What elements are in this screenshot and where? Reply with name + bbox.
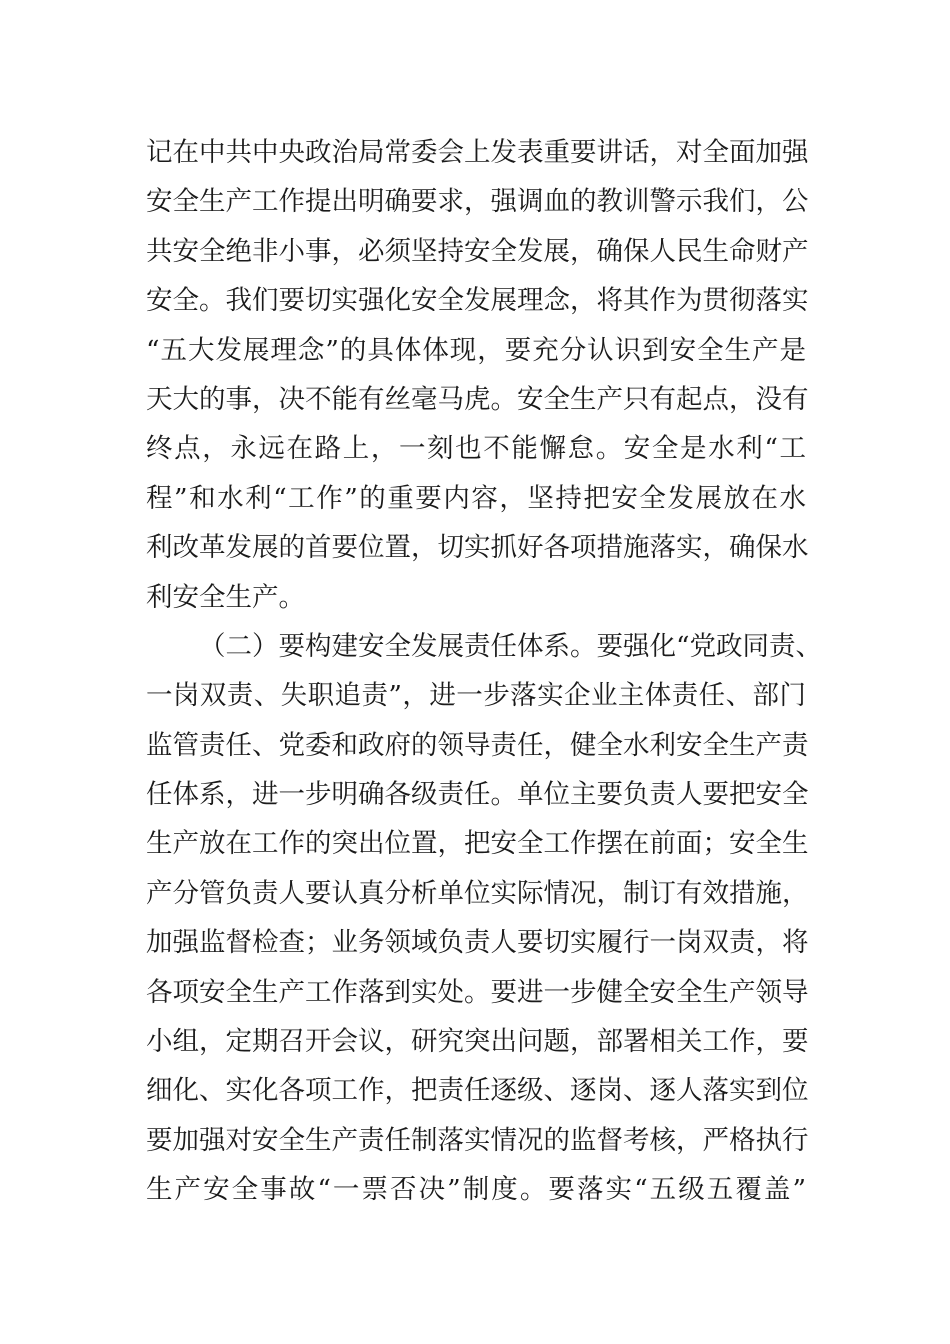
text-line: 加强监督检查；业务领域负责人要切实履行一岗双责，将: [146, 927, 809, 959]
text-line: 生产放在工作的突出位置，把安全工作摆在前面；安全生: [146, 828, 809, 860]
text-line: 小组，定期召开会议，研究突出问题，部署相关工作，要: [146, 1026, 809, 1058]
text-line: 要加强对安全生产责任制落实情况的监督考核，严格执行: [146, 1124, 809, 1156]
text-line: 终点，永远在路上，一刻也不能懈怠。安全是水利“工: [146, 433, 806, 465]
text-line: 一岗双责、失职追责”，进一步落实企业主体责任、部门: [146, 680, 806, 712]
text-line: 共安全绝非小事，必须坚持安全发展，确保人民生命财产: [146, 235, 809, 267]
text-line: 细化、实化各项工作，把责任逐级、逐岗、逐人落实到位: [146, 1075, 809, 1107]
text-line: 任体系，进一步明确各级责任。单位主要负责人要把安全: [146, 779, 809, 811]
text-line: 产分管负责人要认真分析单位实际情况，制订有效措施，: [146, 877, 809, 909]
text-line: 安全生产工作提出明确要求，强调血的教训警示我们，公: [146, 186, 809, 218]
text-line: 程”和水利“工作”的重要内容，坚持把安全发展放在水: [146, 482, 806, 514]
text-line: 生产安全事故“一票否决”制度。要落实“五级五覆盖”: [146, 1174, 806, 1206]
section-heading-line: （二）要构建安全发展责任体系。要强化“党政同责、: [199, 630, 823, 662]
text-line: 记在中共中央政治局常委会上发表重要讲话，对全面加强: [146, 137, 809, 168]
text-line: “五大发展理念”的具体体现，要充分认识到安全生产是: [146, 334, 806, 366]
body-text: [146, 128, 823, 1215]
text-line: 各项安全生产工作落到实处。要进一步健全安全生产领导: [146, 976, 809, 1008]
text-line: 利改革发展的首要位置，切实抓好各项措施落实，确保水: [146, 532, 809, 564]
text-line: 监管责任、党委和政府的领导责任，健全水利安全生产责: [146, 729, 809, 761]
text-line: 天大的事，决不能有丝毫马虎。安全生产只有起点，没有: [146, 383, 809, 415]
text-line: 安全。我们要切实强化安全发展理念，将其作为贯彻落实: [146, 285, 809, 317]
text-line: 利安全生产。: [146, 581, 305, 613]
